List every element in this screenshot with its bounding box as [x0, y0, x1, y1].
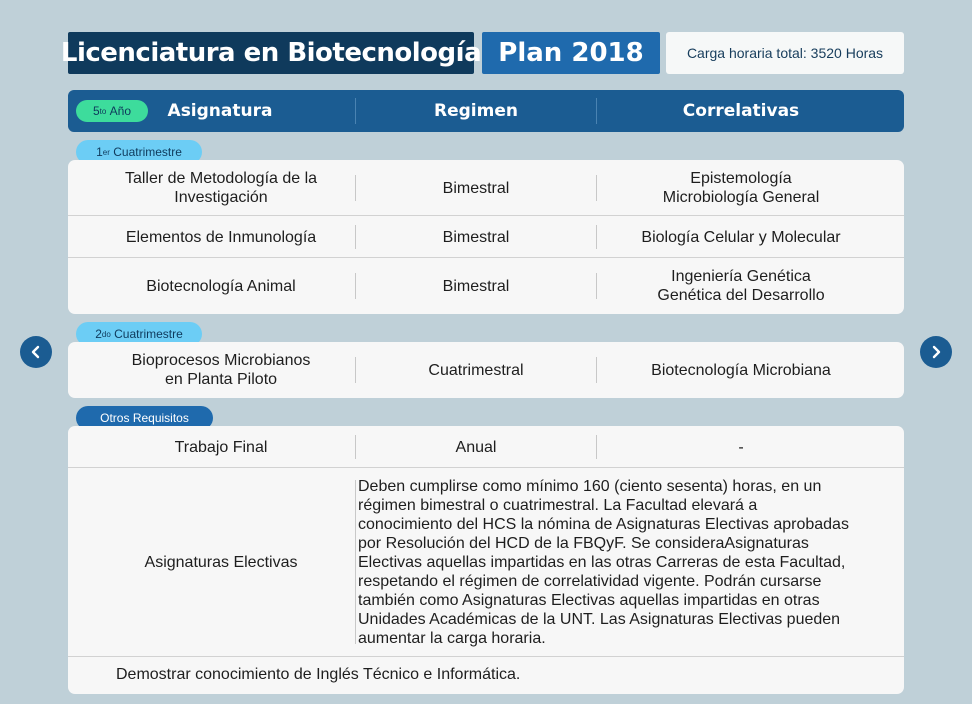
- table-row: [68, 160, 904, 216]
- regime-cell: Bimestral: [442, 228, 510, 246]
- description-line: por Resolución del HCD de la FBQyF. Se consideraAsignaturas: [358, 535, 809, 552]
- section-label: Cuatrimestre: [113, 145, 182, 159]
- table-row: [68, 426, 904, 468]
- description-line: Unidades Académicas de la UNT. Las Asignaturas Electivas pueden: [358, 611, 841, 628]
- career-title-text: Licenciatura en Biotecnología: [60, 38, 482, 68]
- year-sup: to: [99, 106, 107, 116]
- regime-cell: Bimestral: [442, 277, 510, 295]
- correlatives-cell: -: [738, 438, 744, 456]
- subject-line: Bioprocesos Microbianos: [131, 352, 311, 369]
- year-word: Año: [109, 104, 132, 118]
- section-sup: do: [101, 329, 111, 339]
- total-hours-box: [666, 32, 904, 74]
- table-row: [68, 258, 904, 314]
- table-row: [68, 216, 904, 258]
- section-num: 2: [95, 327, 102, 341]
- subject-cell: Elementos de Inmunología: [125, 228, 317, 246]
- chevron-right-icon: [929, 345, 943, 359]
- col-header-subject: Asignatura: [167, 101, 273, 121]
- subject-cell: Trabajo Final: [174, 438, 268, 456]
- correlatives-cell: [597, 160, 885, 216]
- total-hours-text: Carga horaria total: 3520 Horas: [686, 45, 884, 61]
- description-line: respetando el régimen de correlatividad vigente. Podrán cursarse: [358, 573, 822, 590]
- description-line: Deben cumplirse como mínimo 160 (ciento sesenta) horas, en un: [358, 478, 822, 495]
- subject-line: Taller de Metodología de la: [124, 170, 318, 187]
- year-num: 5: [92, 104, 100, 118]
- other-requirements-card: [68, 426, 904, 694]
- year-pill: [76, 100, 148, 122]
- subject-line: en Planta Piloto: [164, 371, 278, 388]
- section-num: 1: [96, 145, 103, 159]
- subject-cell: [68, 342, 374, 398]
- regime-cell: Cuatrimestral: [428, 361, 524, 379]
- section-label: Otros Requisitos: [100, 411, 189, 425]
- career-title: [60, 32, 482, 74]
- correlative-line: Microbiología General: [662, 189, 820, 206]
- description-line: también como Asignaturas Electivas aquellas impartidas en otras: [358, 592, 820, 609]
- table-row: [68, 657, 904, 694]
- column-divider: [355, 480, 356, 644]
- regime-cell: Bimestral: [442, 179, 510, 197]
- correlatives-cell: Biotecnología Microbiana: [651, 361, 831, 379]
- regime-cell: Anual: [455, 438, 497, 456]
- col-header-correlatives: Correlativas: [682, 101, 800, 121]
- table-row: [68, 468, 904, 656]
- subject-cell: Asignaturas Electivas: [144, 553, 298, 571]
- plan-text: Plan 2018: [498, 38, 644, 68]
- prev-button[interactable]: [20, 336, 52, 368]
- next-button[interactable]: [920, 336, 952, 368]
- subject-cell: Biotecnología Animal: [146, 277, 296, 295]
- correlatives-cell: [597, 258, 885, 314]
- correlative-line: Epistemología: [690, 170, 792, 187]
- section-label: Cuatrimestre: [114, 327, 183, 341]
- chevron-left-icon: [29, 345, 43, 359]
- subject-cell: [68, 160, 374, 216]
- description-line: aumentar la carga horaria.: [358, 630, 546, 647]
- table-header: [68, 90, 904, 132]
- plan-badge: [482, 32, 660, 74]
- correlative-line: Genética del Desarrollo: [657, 287, 825, 304]
- table-row: [68, 342, 904, 398]
- second-semester-card: [68, 342, 904, 398]
- electives-description: [358, 477, 888, 648]
- subject-line: Investigación: [174, 189, 268, 206]
- description-line: régimen bimestral o cuatrimestral. La Facultad elevará a: [358, 497, 758, 514]
- col-header-regime: Regimen: [434, 101, 518, 121]
- first-semester-card: [68, 160, 904, 314]
- english-requirement: Demostrar conocimiento de Inglés Técnico e Informática.: [116, 666, 521, 683]
- description-line: Electivas aquellas impartidas en las otras Carreras de esta Facultad,: [358, 554, 846, 571]
- correlatives-cell: Biología Celular y Molecular: [641, 228, 841, 246]
- correlative-line: Ingeniería Genética: [671, 268, 811, 285]
- section-sup: er: [102, 147, 110, 157]
- description-line: conocimiento del HCS la nómina de Asignaturas Electivas aprobadas: [358, 516, 849, 533]
